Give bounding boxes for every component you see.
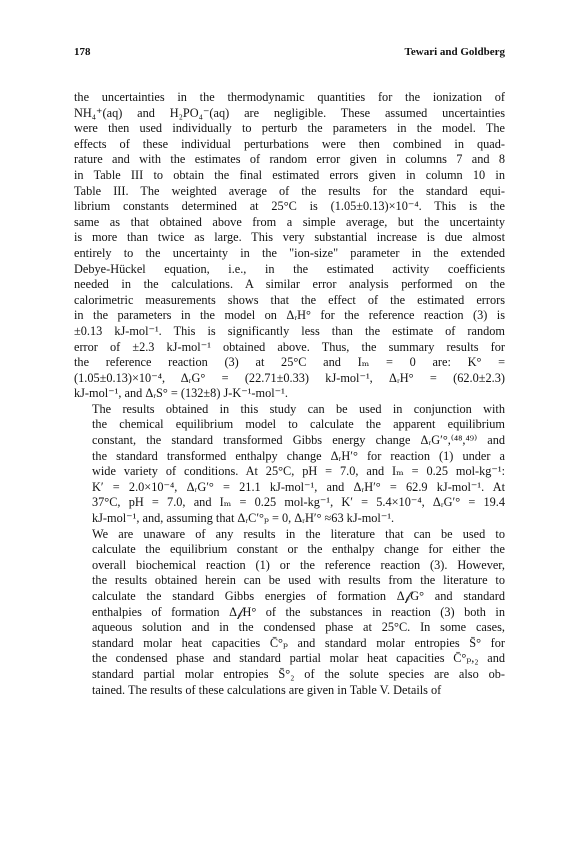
paragraph <box>74 402 505 527</box>
text-line: overall biochemical reaction (1) or the reference reaction (3). However, <box>92 557 505 572</box>
text-line: needed in the calculations. A similar error analysis performed on the <box>74 277 505 292</box>
text-line: tained. The results of these calculations are given in Table V. Details of <box>92 682 442 697</box>
text-line: kJ-mol⁻¹, and, assuming that ΔᵣC′°ₚ = 0, ΔᵣH′° ≈63 kJ-mol⁻¹. <box>92 511 395 526</box>
text-line: calorimetric measurements shows that the effect of the estimated errors <box>74 292 505 307</box>
text-line: NH₄⁺(aq) and H₂PO₄⁻(aq) are negligible. These assumed uncertainties <box>74 105 505 120</box>
text-line: the results obtained herein can be used with results from the literature to <box>92 573 505 588</box>
text-line: rature and with the estimates of random error given in columns 7 and 8 <box>74 152 505 167</box>
text-line: effects of these individual perturbations were then combined in quad- <box>74 136 505 151</box>
text-line: the uncertainties in the thermodynamic quantities for the ionization of <box>74 90 505 104</box>
text-line: entirely to the uncertainty in the "ion-size" parameter in the extended <box>74 245 505 260</box>
text-line: The results obtained in this study can be used in conjunction with <box>92 401 505 416</box>
text-line: enthalpies of formation Δ𝒻H° of the substances in reaction (3) both in <box>92 604 505 619</box>
paragraph <box>74 90 505 402</box>
text-line: aqueous solution and in the condensed phase at 25°C. In some cases, <box>92 620 505 635</box>
text-line: We are unaware of any results in the literature that can be used to <box>92 526 505 541</box>
running-head: Tewari and Goldberg <box>404 46 505 58</box>
text-line: is more than twice as large. This very substantial increase is due almost <box>74 230 505 245</box>
text-line: standard molar heat capacities C̄°ₚ and standard molar entropies S̄° for <box>92 635 505 650</box>
text-line: error of ±2.3 kJ-mol⁻¹ obtained above. Thus, the summary results for <box>74 339 505 354</box>
text-line: wide variety of conditions. At 25°C, pH = 7.0, and Iₘ = 0.25 mol-kg⁻¹: <box>92 464 505 479</box>
page-number: 178 <box>74 46 91 58</box>
text-line: librium constants determined at 25°C is (1.05±0.13)×10⁻⁴. This is the <box>74 199 505 214</box>
page-header <box>74 46 505 62</box>
text-line: standard partial molar entropies S̄°₂ of the solute species are also ob- <box>92 666 505 681</box>
paragraph <box>74 527 505 699</box>
text-line: same as that obtained above from a simple average, but the uncertainty <box>74 214 505 229</box>
text-line: kJ-mol⁻¹, and ΔᵣS° = (132±8) J-K⁻¹-mol⁻¹. <box>74 386 288 401</box>
text-line: 37°C, pH = 7.0, and Iₘ = 0.25 mol-kg⁻¹, K′ = 5.4×10⁻⁴, ΔᵣG′° = 19.4 <box>92 495 505 510</box>
text-line: constant, the standard transformed Gibbs energy change ΔᵣG′°,⁽⁴⁸,⁴⁹⁾ and <box>92 433 505 448</box>
text-line: Table III. The weighted average of the results for the standard equi- <box>74 183 505 198</box>
text-line: K′ = 2.0×10⁻⁴, ΔᵣG′° = 21.1 kJ-mol⁻¹, and ΔᵣH′° = 62.9 kJ-mol⁻¹. At <box>92 479 505 494</box>
text-line: were then used individually to perturb the parameters in the model. The <box>74 121 505 136</box>
text-line: the standard transformed enthalpy change ΔᵣH′° for reaction (1) under a <box>92 448 505 463</box>
text-line: in Table III to obtain the final estimated errors given in column 10 in <box>74 167 505 182</box>
text-line: the reference reaction (3) at 25°C and Iₘ = 0 are: K° = <box>74 355 505 370</box>
text-line: (1.05±0.13)×10⁻⁴, ΔᵣG° = (22.71±0.33) kJ-mol⁻¹, ΔᵣH° = (62.0±2.3) <box>74 370 505 385</box>
text-line: ±0.13 kJ-mol⁻¹. This is significantly less than the estimate of random <box>74 323 505 338</box>
text-line: calculate the equilibrium constant or the enthalpy change for either the <box>92 542 505 557</box>
text-line: Debye-Hückel equation, i.e., in the estimated activity coefficients <box>74 261 505 276</box>
text-line: in the parameters in the model on ΔᵣH° for the reference reaction (3) is <box>74 308 505 323</box>
text-line: the condensed phase and standard partial molar heat capacities C̄°ₚ,₂ and <box>92 651 505 666</box>
text-line: calculate the standard Gibbs energies of formation Δ𝒻G° and standard <box>92 589 505 603</box>
body-text <box>74 90 505 698</box>
text-line: the chemical equilibrium model to calculate the apparent equilibrium <box>92 417 505 432</box>
